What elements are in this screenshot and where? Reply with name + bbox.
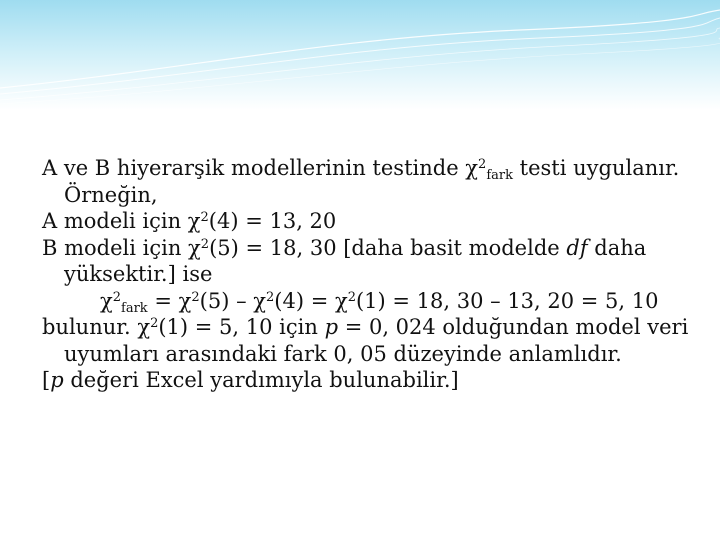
chi-symbol: χ xyxy=(465,156,479,180)
text-l5a: bulunur. xyxy=(42,315,138,339)
paragraph-model-a xyxy=(42,208,692,235)
text-l5c: = 0, 024 olduğundan model veri uyumları arasındaki fark 0, 05 düzeyinde anlamlıdır. xyxy=(64,315,689,366)
chi-symbol: χ xyxy=(187,209,201,233)
text-fb: (5) – xyxy=(199,288,254,313)
paragraph-model-b xyxy=(42,235,692,288)
superscript-2: 2 xyxy=(150,316,159,331)
text-l3a: B modeli için xyxy=(42,235,189,260)
paragraph-conclusion xyxy=(42,314,692,367)
chi-symbol: χ xyxy=(100,288,113,313)
superscript-2: 2 xyxy=(265,289,275,305)
slide-body xyxy=(42,155,692,394)
text-l1a: A ve B hiyerarşik modellerinin testinde xyxy=(42,156,466,180)
wave-lines xyxy=(0,0,720,110)
text-l3b: (5) = 18, 30 [daha basit modelde xyxy=(209,235,567,260)
text-l5b: (1) = 5, 10 için xyxy=(158,315,325,339)
paragraph-intro xyxy=(42,155,692,208)
chi-symbol: χ xyxy=(137,315,151,339)
chi-symbol: χ xyxy=(334,288,348,313)
superscript-2: 2 xyxy=(478,157,487,172)
text-l6a: [ xyxy=(42,368,51,392)
paragraph-note xyxy=(42,367,692,394)
superscript-2: 2 xyxy=(191,289,200,305)
subscript-fark: fark xyxy=(486,168,513,183)
chi-symbol: χ xyxy=(188,235,201,260)
chi-symbol: χ xyxy=(253,288,266,313)
p-term: p xyxy=(50,368,64,392)
df-term: df xyxy=(566,235,588,260)
text-fc: (4) = xyxy=(274,288,335,313)
text-fd: (1) = 18, 30 – 13, 20 = 5, 10 xyxy=(355,288,659,313)
chi-symbol: χ xyxy=(178,288,192,313)
text-l2b: (4) = 13, 20 xyxy=(208,209,337,233)
text-l6b: değeri Excel yardımıyla bulunabilir.] xyxy=(63,368,459,392)
text-fa: = xyxy=(147,288,179,313)
superscript-2: 2 xyxy=(112,289,122,305)
superscript-2: 2 xyxy=(347,289,356,305)
header-decoration xyxy=(0,0,720,110)
formula-line xyxy=(42,288,692,315)
text-l1b: testi uygulanır. Örneğin, xyxy=(64,156,680,207)
superscript-2: 2 xyxy=(200,210,209,225)
text-l3c: daha yüksektir.] ise xyxy=(64,235,647,286)
text-l2a: A modeli için xyxy=(42,209,188,233)
subscript-fark: fark xyxy=(121,300,148,316)
p-term: p xyxy=(324,315,339,339)
superscript-2: 2 xyxy=(200,236,210,252)
